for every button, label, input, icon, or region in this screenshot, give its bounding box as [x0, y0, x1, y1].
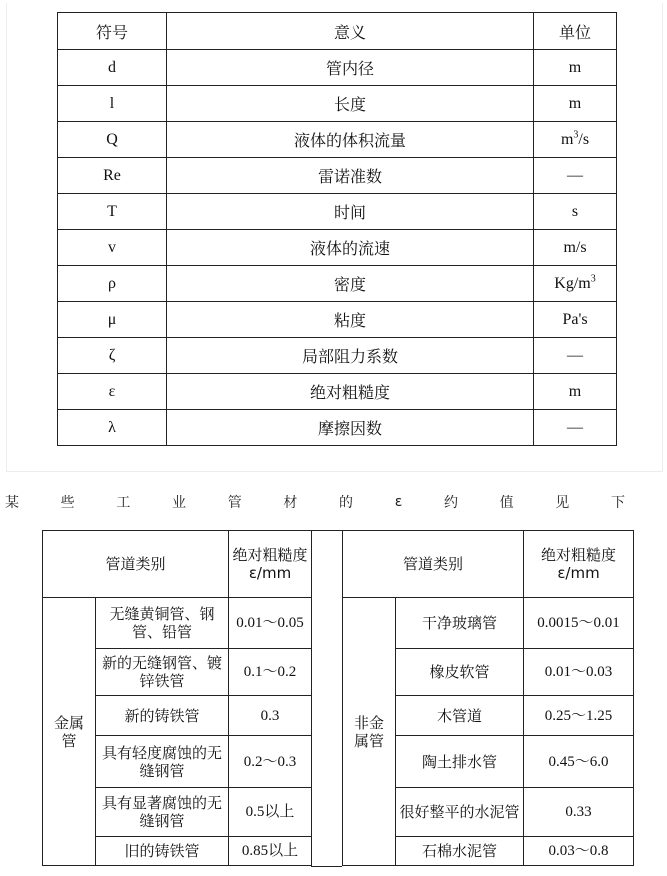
- caption-char: 业: [172, 495, 187, 511]
- table-row: [343, 598, 634, 649]
- meaning-cell: 粘度: [167, 302, 534, 338]
- unit-cell: —: [534, 410, 617, 446]
- table-row: [58, 410, 617, 446]
- group-label-metal: [43, 598, 96, 866]
- group-label-text: 金属管: [53, 713, 84, 750]
- meaning-cell: 局部阻力系数: [167, 338, 534, 374]
- roughness-value-cell: 0.25～1.25: [524, 696, 634, 736]
- unit-cell: —: [534, 158, 617, 194]
- table-gap: [311, 530, 342, 867]
- symbol-cell: Re: [58, 158, 167, 194]
- meaning-cell: 时间: [167, 194, 534, 230]
- header-unit: 单位: [534, 13, 617, 50]
- pipe-type-cell: 干净玻璃管: [396, 598, 524, 649]
- pipe-type-cell: 新的无缝钢管、镀锌铁管: [96, 649, 229, 696]
- symbol-cell: λ: [58, 410, 167, 446]
- pipe-type-cell: 新的铸铁管: [96, 696, 229, 736]
- caption-char: 工: [116, 495, 131, 511]
- symbol-cell: d: [58, 50, 167, 86]
- symbols-table: [57, 12, 617, 446]
- symbol-cell: ρ: [58, 266, 167, 302]
- symbol-cell: Q: [58, 122, 167, 158]
- header-roughness: 绝对粗糙度ε/mm: [524, 531, 634, 598]
- caption-char: 约: [443, 495, 458, 511]
- unit-base: m: [560, 130, 574, 148]
- caption-char: 见: [555, 495, 570, 511]
- unit-cell: m: [534, 86, 617, 122]
- table-row: [58, 50, 617, 86]
- roughness-value-cell: 0.45～6.0: [524, 736, 634, 788]
- table-row: [58, 302, 617, 338]
- header-category: 管道类别: [343, 531, 524, 598]
- meaning-cell: 绝对粗糙度: [167, 374, 534, 410]
- roughness-value-cell: 0.2～0.3: [229, 736, 312, 788]
- roughness-value-cell: 0.5以上: [229, 788, 312, 837]
- pipe-type-cell: 木管道: [396, 696, 524, 736]
- table-row: [43, 598, 312, 649]
- table-row: [58, 158, 617, 194]
- meaning-cell: 液体的流速: [167, 230, 534, 266]
- roughness-value-cell: 0.1～0.2: [229, 649, 312, 696]
- symbol-cell: ζ: [58, 338, 167, 374]
- meaning-cell: 密度: [167, 266, 534, 302]
- table-header-row: [343, 531, 634, 598]
- unit-cell: s: [534, 194, 617, 230]
- group-label-nonmetal: [343, 598, 396, 866]
- symbol-cell: l: [58, 86, 167, 122]
- table-row: [58, 122, 617, 158]
- roughness-value-cell: 0.3: [229, 696, 312, 736]
- caption-char: 某: [5, 495, 19, 511]
- table-row: [58, 86, 617, 122]
- unit-cell: Pa's: [534, 302, 617, 338]
- pipe-type-cell: 旧的铸铁管: [96, 837, 229, 866]
- meaning-cell: 雷诺准数: [167, 158, 534, 194]
- metal-pipe-roughness-table: [42, 530, 312, 866]
- pipe-type-cell: 石棉水泥管: [396, 837, 524, 866]
- caption-char: 值: [499, 495, 514, 511]
- header-roughness: 绝对粗糙度ε/mm: [229, 531, 312, 598]
- pipe-type-cell: 无缝黄铜管、钢管、铅管: [96, 598, 229, 649]
- caption-char: 下: [610, 495, 625, 511]
- meaning-cell: 液体的体积流量: [167, 122, 534, 158]
- caption-char: 材: [283, 495, 298, 511]
- pipe-type-cell: 具有轻度腐蚀的无缝钢管: [96, 736, 229, 788]
- symbol-cell: v: [58, 230, 167, 266]
- header-meaning: 意义: [167, 13, 534, 50]
- unit-tail: /s: [578, 130, 590, 148]
- unit-cell: [534, 122, 617, 158]
- symbol-cell: ε: [58, 374, 167, 410]
- nonmetal-pipe-roughness-table: [342, 530, 634, 866]
- roughness-value-cell: 0.0015～0.01: [524, 598, 634, 649]
- pipe-type-cell: 具有显著腐蚀的无缝钢管: [96, 788, 229, 837]
- meaning-cell: 摩擦因数: [167, 410, 534, 446]
- pipe-type-cell: 很好整平的水泥管: [396, 788, 524, 837]
- table-header-row: [58, 13, 617, 50]
- header-symbol: 符号: [58, 13, 167, 50]
- unit-cell: m/s: [534, 230, 617, 266]
- table-row: [58, 374, 617, 410]
- roughness-value-cell: 0.85以上: [229, 837, 312, 866]
- roughness-value-cell: 0.01～0.03: [524, 649, 634, 696]
- roughness-value-cell: 0.01～0.05: [229, 598, 312, 649]
- meaning-cell: 管内径: [167, 50, 534, 86]
- pipe-type-cell: 陶土排水管: [396, 736, 524, 788]
- caption-char: 些: [60, 495, 75, 511]
- unit-exponent: 3: [590, 273, 596, 285]
- symbol-cell: μ: [58, 302, 167, 338]
- pipe-type-cell: 橡皮软管: [396, 649, 524, 696]
- table-row: [58, 338, 617, 374]
- unit-exponent: 3: [573, 129, 579, 141]
- roughness-value-cell: 0.03～0.8: [524, 837, 634, 866]
- group-label-text: 非金属管: [353, 713, 384, 750]
- unit-cell: —: [534, 338, 617, 374]
- caption-char: 管: [227, 495, 242, 511]
- caption-char: ε: [394, 494, 403, 510]
- unit-base: Kg/m: [554, 274, 591, 292]
- symbol-cell: T: [58, 194, 167, 230]
- meaning-cell: 长度: [167, 86, 534, 122]
- header-category: 管道类别: [43, 531, 229, 598]
- table-row: [58, 194, 617, 230]
- table-row: [58, 266, 617, 302]
- caption-line: [0, 491, 667, 513]
- table-header-row: [43, 531, 312, 598]
- caption-char: 的: [339, 495, 354, 511]
- unit-cell: [534, 266, 617, 302]
- unit-cell: m: [534, 374, 617, 410]
- table-row: [58, 230, 617, 266]
- roughness-value-cell: 0.33: [524, 788, 634, 837]
- unit-cell: m: [534, 50, 617, 86]
